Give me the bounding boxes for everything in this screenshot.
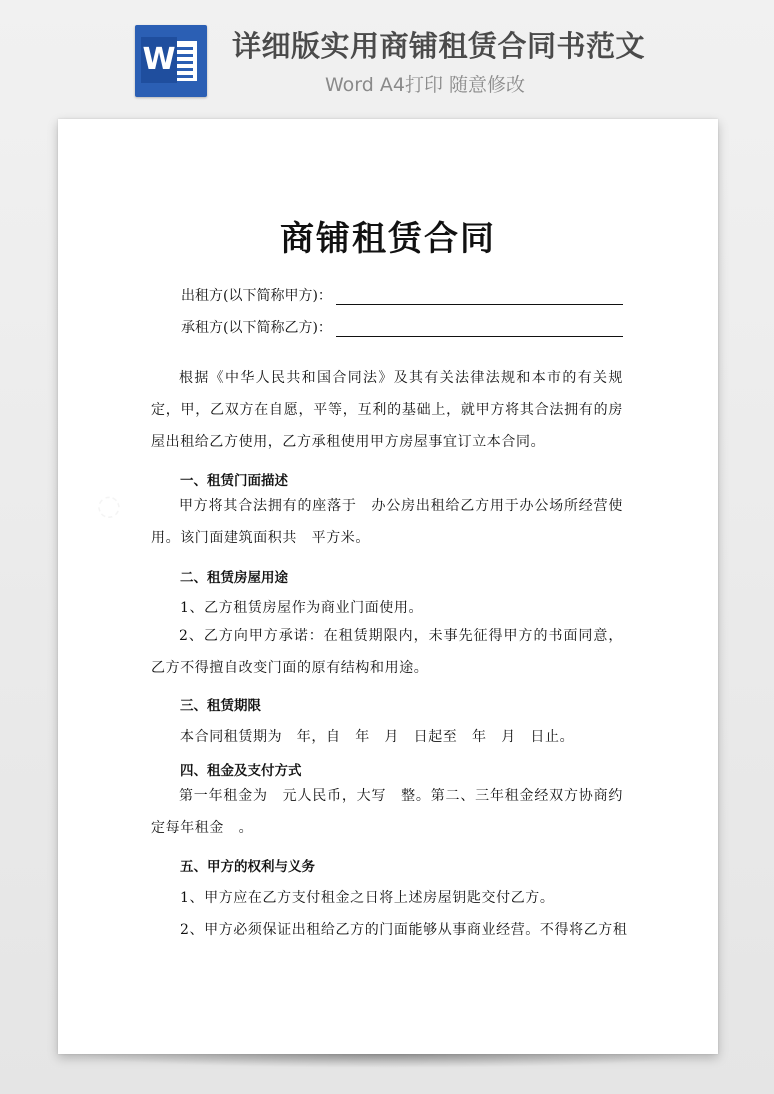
section-item: 1、甲方应在乙方支付租金之日将上述房屋钥匙交付乙方。 [180,890,555,906]
paper-drop-shadow [70,1054,706,1068]
section-paragraph: 甲方将其合法拥有的座落于 办公房出租给乙方用于办公场所经营使用。该门面建筑面积共 平方米。 [151,498,623,546]
section-paragraph: 本合同租赁期为 年，自 年 月 日起至 年 月 日止。 [180,729,575,745]
section-item: 1、乙方租赁房屋作为商业门面使用。 [180,600,424,616]
section-heading: 二、租赁房屋用途 [180,570,288,586]
lessor-blank [336,290,623,305]
banner-title: 详细版实用商铺租赁合同书范文 [232,29,646,63]
intro-paragraph: 根据《中华人民共和国合同法》及其有关法律法规和本市的有关规定，甲，乙双方在自愿，平等，互利的基础上，就甲方将其合法拥有的房屋出租给乙方使用，乙方承租使用甲方房屋事宜订立本合同。 [151,370,623,450]
document-page [58,119,718,1054]
word-app-icon [135,25,207,97]
watermark [91,485,130,526]
section-heading: 四、租金及支付方式 [180,763,302,779]
section-heading: 三、租赁期限 [180,698,261,714]
lessee-line [181,317,623,337]
banner-header [0,0,774,110]
lessor-line [181,285,623,305]
document-title: 商铺租赁合同 [280,219,496,259]
section-heading: 五、甲方的权利与义务 [180,859,315,875]
word-logo-letter: W [141,37,177,83]
section-paragraph: 第一年租金为 元人民币，大写 整。第二、三年租金经双方协商约定每年租金 。 [151,788,623,836]
lessee-blank [336,322,623,337]
section-heading: 一、租赁门面描述 [180,473,288,489]
lessee-label: 承租方(以下简称乙方)： [181,320,332,336]
section-item: 2、甲方必须保证出租给乙方的门面能够从事商业经营。不得将乙方租 [180,922,628,938]
lessor-label: 出租方(以下简称甲方)： [181,288,332,304]
section-item: 2、乙方向甲方承诺：在租赁期限内，未事先征得甲方的书面同意，乙方不得擅自改变门面的原有结构和用途。 [151,628,623,676]
banner-subtitle: Word A4打印 随意修改 [325,74,526,96]
